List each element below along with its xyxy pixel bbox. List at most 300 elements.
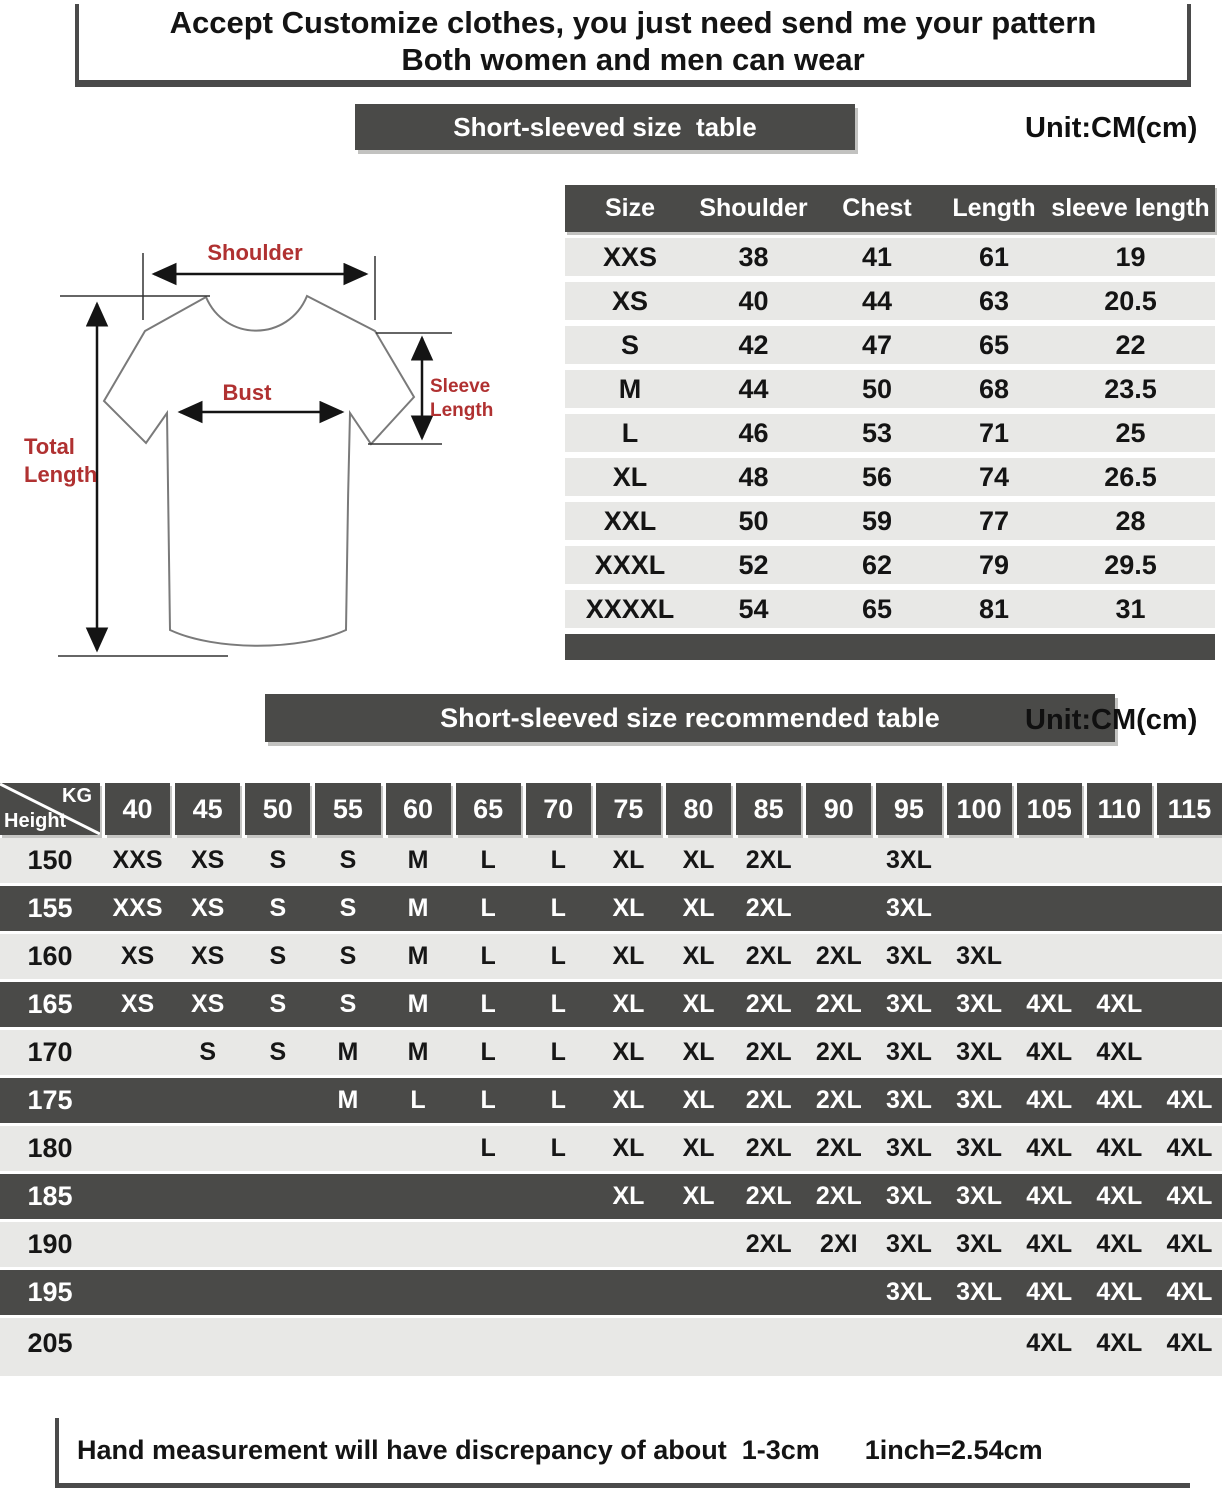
height-label: 185 — [27, 1181, 73, 1211]
recommend-size-cell: L — [550, 942, 566, 970]
recommend-size-cell — [175, 1270, 240, 1315]
size-table-cell: 28 — [1115, 506, 1146, 536]
size-table-cell: 50 — [738, 506, 769, 536]
size-table-cell: XS — [611, 286, 649, 316]
recommend-matrix-header — [0, 783, 1222, 835]
recommend-size-cell: S — [339, 942, 357, 970]
size-table-cell: 42 — [738, 330, 769, 360]
recommend-size-cell: XL — [612, 942, 645, 970]
size-table-cell: 74 — [978, 462, 1010, 492]
recommend-size-cell: 2XL — [745, 1086, 792, 1114]
weight-header-cell: 80 — [666, 783, 731, 835]
tshirt-diagram-svg — [0, 220, 560, 660]
total-length-label-line2: Length — [24, 462, 98, 487]
recommend-size-cell: 4XL — [1096, 1182, 1143, 1210]
size-table-cell: XL — [612, 462, 648, 492]
recommend-size-cell: 4XL — [1096, 1278, 1143, 1306]
size-table-cell: 59 — [861, 506, 893, 536]
recommend-size-cell — [105, 1126, 170, 1171]
recommend-size-cell: XL — [612, 1134, 645, 1162]
weight-header-cell: 100 — [947, 783, 1012, 835]
recommend-row — [0, 1222, 1222, 1267]
recommend-size-cell — [526, 1318, 591, 1376]
size-table-row — [565, 326, 1215, 364]
recommend-size-cell — [386, 1270, 451, 1315]
corner-kg-label: KG — [62, 785, 92, 807]
recommend-size-cell — [175, 1318, 240, 1376]
size-table-row — [565, 282, 1215, 320]
recommend-size-cell — [175, 1078, 240, 1123]
recommend-size-cell: L — [480, 1086, 496, 1114]
recommend-size-cell — [736, 1318, 801, 1376]
recommend-size-cell — [1157, 982, 1222, 1027]
recommend-size-cell — [806, 1318, 871, 1376]
recommend-size-cell: L — [480, 894, 496, 922]
total-length-label-line1: Total — [24, 434, 75, 459]
sleeve-length-label-line2: Length — [430, 400, 494, 421]
recommend-size-cell — [1157, 838, 1222, 883]
recommend-size-cell: XXS — [112, 846, 163, 874]
recommend-size-cell: L — [550, 1086, 566, 1114]
size-table-title: Short-sleeved size table — [453, 112, 757, 142]
size-table-row — [565, 546, 1215, 584]
recommend-size-cell: 4XL — [1166, 1278, 1213, 1306]
recommend-size-cell: 4XL — [1166, 1329, 1213, 1357]
recommend-size-cell: S — [269, 942, 287, 970]
recommend-size-cell: XL — [612, 846, 645, 874]
size-table-cell: 61 — [978, 242, 1010, 272]
recommend-size-cell: M — [407, 894, 429, 922]
height-label: 155 — [27, 893, 73, 923]
recommend-size-cell: 2XL — [745, 1134, 792, 1162]
recommend-size-cell: 4XL — [1026, 1038, 1073, 1066]
recommend-size-cell: 4XL — [1096, 990, 1143, 1018]
recommend-size-cell: XL — [682, 1134, 715, 1162]
recommend-size-cell: XS — [191, 894, 225, 922]
recommend-size-cell: XL — [682, 846, 715, 874]
size-table-cell: 52 — [738, 550, 769, 580]
size-table-unit: Unit:CM(cm) — [1025, 112, 1198, 144]
recommend-size-cell: 3XL — [886, 1086, 932, 1114]
recommend-size-cell: 4XL — [1026, 990, 1073, 1018]
footer-note-box — [55, 1418, 1190, 1488]
recommend-size-cell — [1157, 1030, 1222, 1075]
weight-header-cell: 40 — [105, 783, 170, 835]
size-table-cell: XXL — [603, 506, 657, 536]
shoulder-label: Shoulder — [207, 240, 303, 265]
recommend-size-cell: 3XL — [956, 1182, 1002, 1210]
recommend-size-cell: S — [269, 1038, 287, 1066]
inch-conversion: 1inch=2.54cm — [864, 1435, 1043, 1465]
recommend-size-cell — [315, 1222, 380, 1267]
size-table-cell: 54 — [738, 594, 769, 624]
recommend-size-cell — [806, 886, 871, 931]
recommend-size-cell — [456, 1270, 521, 1315]
recommend-size-cell: 3XL — [886, 942, 932, 970]
banner-line1: Accept Customize clothes, you just need send me your pattern — [169, 5, 1097, 40]
recommend-size-cell — [315, 1174, 380, 1219]
recommend-table-unit: Unit:CM(cm) — [1025, 704, 1198, 736]
column-header-shoulder: Shoulder — [699, 194, 808, 222]
recommend-size-cell: XS — [120, 942, 155, 970]
recommend-size-cell — [245, 1270, 310, 1315]
size-table-cell: 65 — [978, 330, 1010, 360]
recommend-table-title: Short-sleeved size recommended table — [440, 703, 940, 733]
weight-header-cell: 110 — [1087, 783, 1152, 835]
recommend-row — [0, 1126, 1222, 1171]
recommend-size-cell — [947, 1318, 1012, 1376]
weight-header-cell: 95 — [876, 783, 941, 835]
recommend-size-cell: XS — [191, 846, 225, 874]
recommend-size-cell — [736, 1270, 801, 1315]
recommend-size-cell: M — [337, 1086, 359, 1114]
recommend-size-cell: 3XL — [886, 1038, 932, 1066]
height-label: 170 — [27, 1037, 73, 1067]
corner-cell — [0, 783, 100, 835]
recommend-size-cell — [666, 1318, 731, 1376]
recommend-size-cell — [666, 1270, 731, 1315]
recommend-size-cell: XL — [682, 1086, 715, 1114]
recommend-size-cell: 3XL — [886, 1134, 932, 1162]
size-table-cell: 46 — [738, 418, 769, 448]
recommend-size-cell: L — [410, 1086, 426, 1114]
size-table-cell: XXS — [602, 242, 658, 272]
recommend-size-cell: 3XL — [956, 1086, 1002, 1114]
size-table-row — [565, 238, 1215, 276]
recommend-size-cell: 4XL — [1096, 1134, 1143, 1162]
column-header-sleeve-length: sleeve length — [1051, 194, 1210, 222]
recommend-size-cell — [175, 1222, 240, 1267]
top-banner — [75, 4, 1191, 87]
recommend-size-cell — [386, 1318, 451, 1376]
recommend-size-cell: 4XL — [1096, 1230, 1143, 1258]
recommend-size-cell: L — [480, 1134, 496, 1162]
recommend-size-cell — [526, 1270, 591, 1315]
recommend-size-cell: 3XL — [886, 846, 932, 874]
size-table-cell: 63 — [978, 286, 1010, 316]
height-label: 150 — [27, 845, 73, 875]
recommend-row — [0, 1270, 1222, 1315]
size-table-title-bar — [355, 104, 855, 150]
sleeve-length-label-line1: Sleeve — [430, 376, 491, 397]
recommend-size-cell — [386, 1174, 451, 1219]
weight-header-cell: 90 — [806, 783, 871, 835]
height-label: 175 — [27, 1085, 73, 1115]
size-table-cell: 53 — [861, 418, 893, 448]
tshirt-measurement-diagram — [0, 220, 560, 660]
size-table-cell: 50 — [861, 374, 893, 404]
height-label: 205 — [27, 1328, 73, 1358]
recommend-size-cell: 2XL — [815, 1182, 862, 1210]
recommend-size-cell: M — [407, 846, 429, 874]
recommend-size-cell — [105, 1270, 170, 1315]
size-table-cell: 26.5 — [1104, 462, 1157, 492]
size-table-row — [565, 458, 1215, 496]
size-table-cell: 25 — [1115, 418, 1146, 448]
recommend-size-cell: L — [480, 846, 496, 874]
recommend-size-cell: 4XL — [1166, 1182, 1213, 1210]
recommend-size-cell: 4XL — [1096, 1038, 1143, 1066]
recommend-size-cell: M — [407, 990, 429, 1018]
recommend-size-cell: S — [339, 990, 357, 1018]
size-table-cell: 23.5 — [1104, 374, 1157, 404]
recommend-size-cell — [105, 1078, 170, 1123]
recommend-row — [0, 838, 1222, 883]
recommend-row — [0, 982, 1222, 1027]
recommend-size-cell: L — [480, 942, 496, 970]
recommend-size-cell: 2XL — [745, 846, 792, 874]
recommend-size-cell — [596, 1270, 661, 1315]
recommend-size-cell — [245, 1318, 310, 1376]
recommend-size-cell — [175, 1126, 240, 1171]
recommend-size-cell: 2XI — [820, 1230, 858, 1258]
recommend-size-cell — [245, 1174, 310, 1219]
recommend-size-cell: S — [269, 846, 287, 874]
size-table-cell: 62 — [861, 550, 893, 580]
size-table-cell: 41 — [861, 242, 893, 272]
weight-header-cell: 55 — [315, 783, 380, 835]
recommend-size-cell: 4XL — [1166, 1086, 1213, 1114]
corner-height-label: Height — [4, 810, 67, 832]
recommend-size-cell: 2XL — [745, 894, 792, 922]
recommend-size-cell: XL — [682, 990, 715, 1018]
recommend-size-cell: XL — [612, 1182, 645, 1210]
size-table-cell: S — [620, 330, 639, 360]
size-table-cell: 19 — [1115, 242, 1146, 272]
height-label: 180 — [27, 1133, 73, 1163]
size-table-cell: 31 — [1115, 594, 1146, 624]
weight-header-cell: 45 — [175, 783, 240, 835]
recommend-size-cell: XL — [612, 990, 645, 1018]
recommend-size-cell: 3XL — [886, 894, 932, 922]
recommend-size-cell — [1157, 886, 1222, 931]
recommend-size-cell — [596, 1318, 661, 1376]
recommend-size-cell: 2XL — [815, 990, 862, 1018]
size-table-cell: M — [618, 374, 642, 404]
recommend-size-cell: XS — [120, 990, 155, 1018]
recommend-size-cell: 3XL — [886, 1230, 932, 1258]
size-table-row — [565, 502, 1215, 540]
recommend-size-cell: 2XL — [745, 990, 792, 1018]
recommend-size-cell — [1087, 838, 1152, 883]
size-table-cell: 56 — [861, 462, 893, 492]
column-header-size: Size — [604, 194, 656, 222]
recommend-size-cell: XL — [612, 1038, 645, 1066]
recommend-size-cell: 4XL — [1166, 1230, 1213, 1258]
recommend-size-cell — [315, 1126, 380, 1171]
recommend-size-cell: 3XL — [956, 1278, 1002, 1306]
size-table-cell: 44 — [738, 374, 769, 404]
recommend-size-cell: M — [407, 1038, 429, 1066]
recommend-size-cell: L — [480, 990, 496, 1018]
recommend-size-cell: 4XL — [1026, 1329, 1073, 1357]
bust-label: Bust — [222, 380, 272, 405]
size-table-body — [565, 238, 1215, 628]
recommend-row — [0, 1318, 1222, 1376]
size-table-row — [565, 414, 1215, 452]
measurement-note: Hand measurement will have discrepancy of about 1-3cm — [77, 1435, 820, 1465]
recommend-row — [0, 1030, 1222, 1075]
recommend-size-cell — [1017, 886, 1082, 931]
weight-header-cell: 115 — [1157, 783, 1222, 835]
weight-header-cell: 70 — [526, 783, 591, 835]
recommend-size-cell — [386, 1222, 451, 1267]
recommend-size-cell: 4XL — [1026, 1134, 1073, 1162]
recommend-size-cell: 3XL — [956, 1038, 1002, 1066]
recommend-size-cell — [1017, 838, 1082, 883]
size-table-cell: 20.5 — [1104, 286, 1157, 316]
recommend-size-cell — [245, 1078, 310, 1123]
recommend-size-cell: XL — [682, 942, 715, 970]
size-table-cell: 40 — [738, 286, 769, 316]
recommend-size-cell — [1157, 934, 1222, 979]
recommend-row — [0, 1078, 1222, 1123]
weight-header-cell: 50 — [245, 783, 310, 835]
recommend-size-cell: S — [199, 1038, 217, 1066]
recommend-size-cell: 2XL — [815, 1038, 862, 1066]
recommend-size-cell: 4XL — [1166, 1134, 1213, 1162]
recommend-size-cell: L — [480, 1038, 496, 1066]
recommend-size-cell: XS — [191, 942, 225, 970]
column-header-chest: Chest — [842, 194, 912, 222]
recommend-size-cell: 2XL — [745, 1230, 792, 1258]
recommend-size-cell: XL — [612, 894, 645, 922]
weight-header-cell: 75 — [596, 783, 661, 835]
recommend-size-cell: 4XL — [1026, 1230, 1073, 1258]
size-table-cell: 65 — [861, 594, 893, 624]
recommend-size-cell — [105, 1030, 170, 1075]
height-label: 195 — [27, 1277, 73, 1307]
recommend-size-cell — [456, 1222, 521, 1267]
recommend-size-cell: 2XL — [745, 1182, 792, 1210]
recommend-size-cell: XL — [682, 1038, 715, 1066]
size-table-cell: 81 — [978, 594, 1010, 624]
recommend-size-cell: 2XL — [815, 1086, 862, 1114]
recommend-size-cell: M — [407, 942, 429, 970]
recommend-size-cell — [456, 1318, 521, 1376]
recommend-size-cell: 2XL — [815, 1134, 862, 1162]
recommend-matrix-body — [0, 838, 1222, 1376]
recommend-size-cell: M — [337, 1038, 359, 1066]
recommend-size-cell — [526, 1174, 591, 1219]
recommend-size-cell: 3XL — [956, 990, 1002, 1018]
weight-header-cell: 105 — [1017, 783, 1082, 835]
height-label: 160 — [27, 941, 73, 971]
recommend-matrix — [0, 783, 1222, 1376]
recommend-size-cell: 2XL — [745, 942, 792, 970]
recommend-size-cell: 4XL — [1096, 1086, 1143, 1114]
size-table-cell: 71 — [978, 418, 1010, 448]
recommend-size-cell: XL — [612, 1086, 645, 1114]
recommend-size-cell — [315, 1318, 380, 1376]
recommend-size-cell: 2XL — [815, 942, 862, 970]
size-table-cell: 68 — [978, 374, 1010, 404]
recommend-size-cell — [806, 838, 871, 883]
size-table-cell: XXXXL — [585, 594, 675, 624]
recommend-size-cell: XXS — [112, 894, 163, 922]
recommend-size-cell: XL — [682, 894, 715, 922]
recommend-size-cell: XL — [682, 1182, 715, 1210]
size-table-cell: 38 — [738, 242, 769, 272]
recommend-size-cell: 4XL — [1026, 1278, 1073, 1306]
recommend-size-cell: 3XL — [956, 1134, 1002, 1162]
size-table-cell: XXXL — [594, 550, 666, 580]
recommend-size-cell — [666, 1222, 731, 1267]
recommend-size-cell: 3XL — [956, 942, 1002, 970]
height-label: 190 — [27, 1229, 73, 1259]
size-table-cell: 22 — [1115, 330, 1146, 360]
recommend-size-cell — [1017, 934, 1082, 979]
recommend-row — [0, 1174, 1222, 1219]
recommend-size-cell — [456, 1174, 521, 1219]
recommend-size-cell — [105, 1174, 170, 1219]
recommend-size-cell: XS — [191, 990, 225, 1018]
column-header-length: Length — [952, 194, 1036, 222]
recommend-size-cell: 4XL — [1096, 1329, 1143, 1357]
recommend-size-cell: 3XL — [886, 1182, 932, 1210]
recommend-size-cell: 4XL — [1026, 1182, 1073, 1210]
recommend-size-cell: L — [550, 894, 566, 922]
recommend-row — [0, 886, 1222, 931]
recommend-size-cell: S — [269, 990, 287, 1018]
tshirt-outline — [104, 296, 414, 646]
recommend-size-cell — [175, 1174, 240, 1219]
recommend-row — [0, 934, 1222, 979]
recommend-size-cell: 3XL — [886, 1278, 932, 1306]
recommend-size-cell: 4XL — [1026, 1086, 1073, 1114]
recommend-size-cell: L — [550, 1134, 566, 1162]
size-table-cell: 48 — [738, 462, 769, 492]
weight-header-cell: 65 — [456, 783, 521, 835]
recommend-size-cell — [1087, 934, 1152, 979]
recommend-size-cell — [245, 1126, 310, 1171]
recommend-size-cell: 3XL — [886, 990, 932, 1018]
size-table-row — [565, 590, 1215, 628]
recommend-size-cell: L — [550, 846, 566, 874]
size-table-cell: 79 — [978, 550, 1010, 580]
recommend-table-title-bar — [265, 694, 1115, 742]
banner-line2: Both women and men can wear — [401, 42, 865, 77]
size-table-cell: 44 — [861, 286, 893, 316]
recommend-size-cell — [1087, 886, 1152, 931]
recommend-size-cell: L — [550, 1038, 566, 1066]
recommend-size-cell — [386, 1126, 451, 1171]
recommend-size-cell — [105, 1222, 170, 1267]
recommend-size-cell — [526, 1222, 591, 1267]
recommend-size-cell: 2XL — [745, 1038, 792, 1066]
recommend-size-cell — [947, 886, 1012, 931]
recommend-size-cell — [315, 1270, 380, 1315]
recommend-size-cell: S — [269, 894, 287, 922]
recommend-size-cell: 3XL — [956, 1230, 1002, 1258]
recommend-size-cell — [596, 1222, 661, 1267]
recommend-size-cell: S — [339, 894, 357, 922]
size-table-cell: 29.5 — [1104, 550, 1157, 580]
weight-header-cell: 85 — [736, 783, 801, 835]
recommend-size-cell — [245, 1222, 310, 1267]
size-table-footer-bar — [565, 634, 1215, 660]
size-table-row — [565, 370, 1215, 408]
size-table-header — [565, 185, 1215, 232]
size-table — [565, 185, 1215, 660]
recommend-size-cell — [806, 1270, 871, 1315]
height-label: 165 — [27, 989, 73, 1019]
recommend-size-cell — [105, 1318, 170, 1376]
size-table-cell: 47 — [861, 330, 893, 360]
weight-header-cell: 60 — [386, 783, 451, 835]
recommend-size-cell — [876, 1318, 941, 1376]
size-table-cell: L — [621, 418, 639, 448]
